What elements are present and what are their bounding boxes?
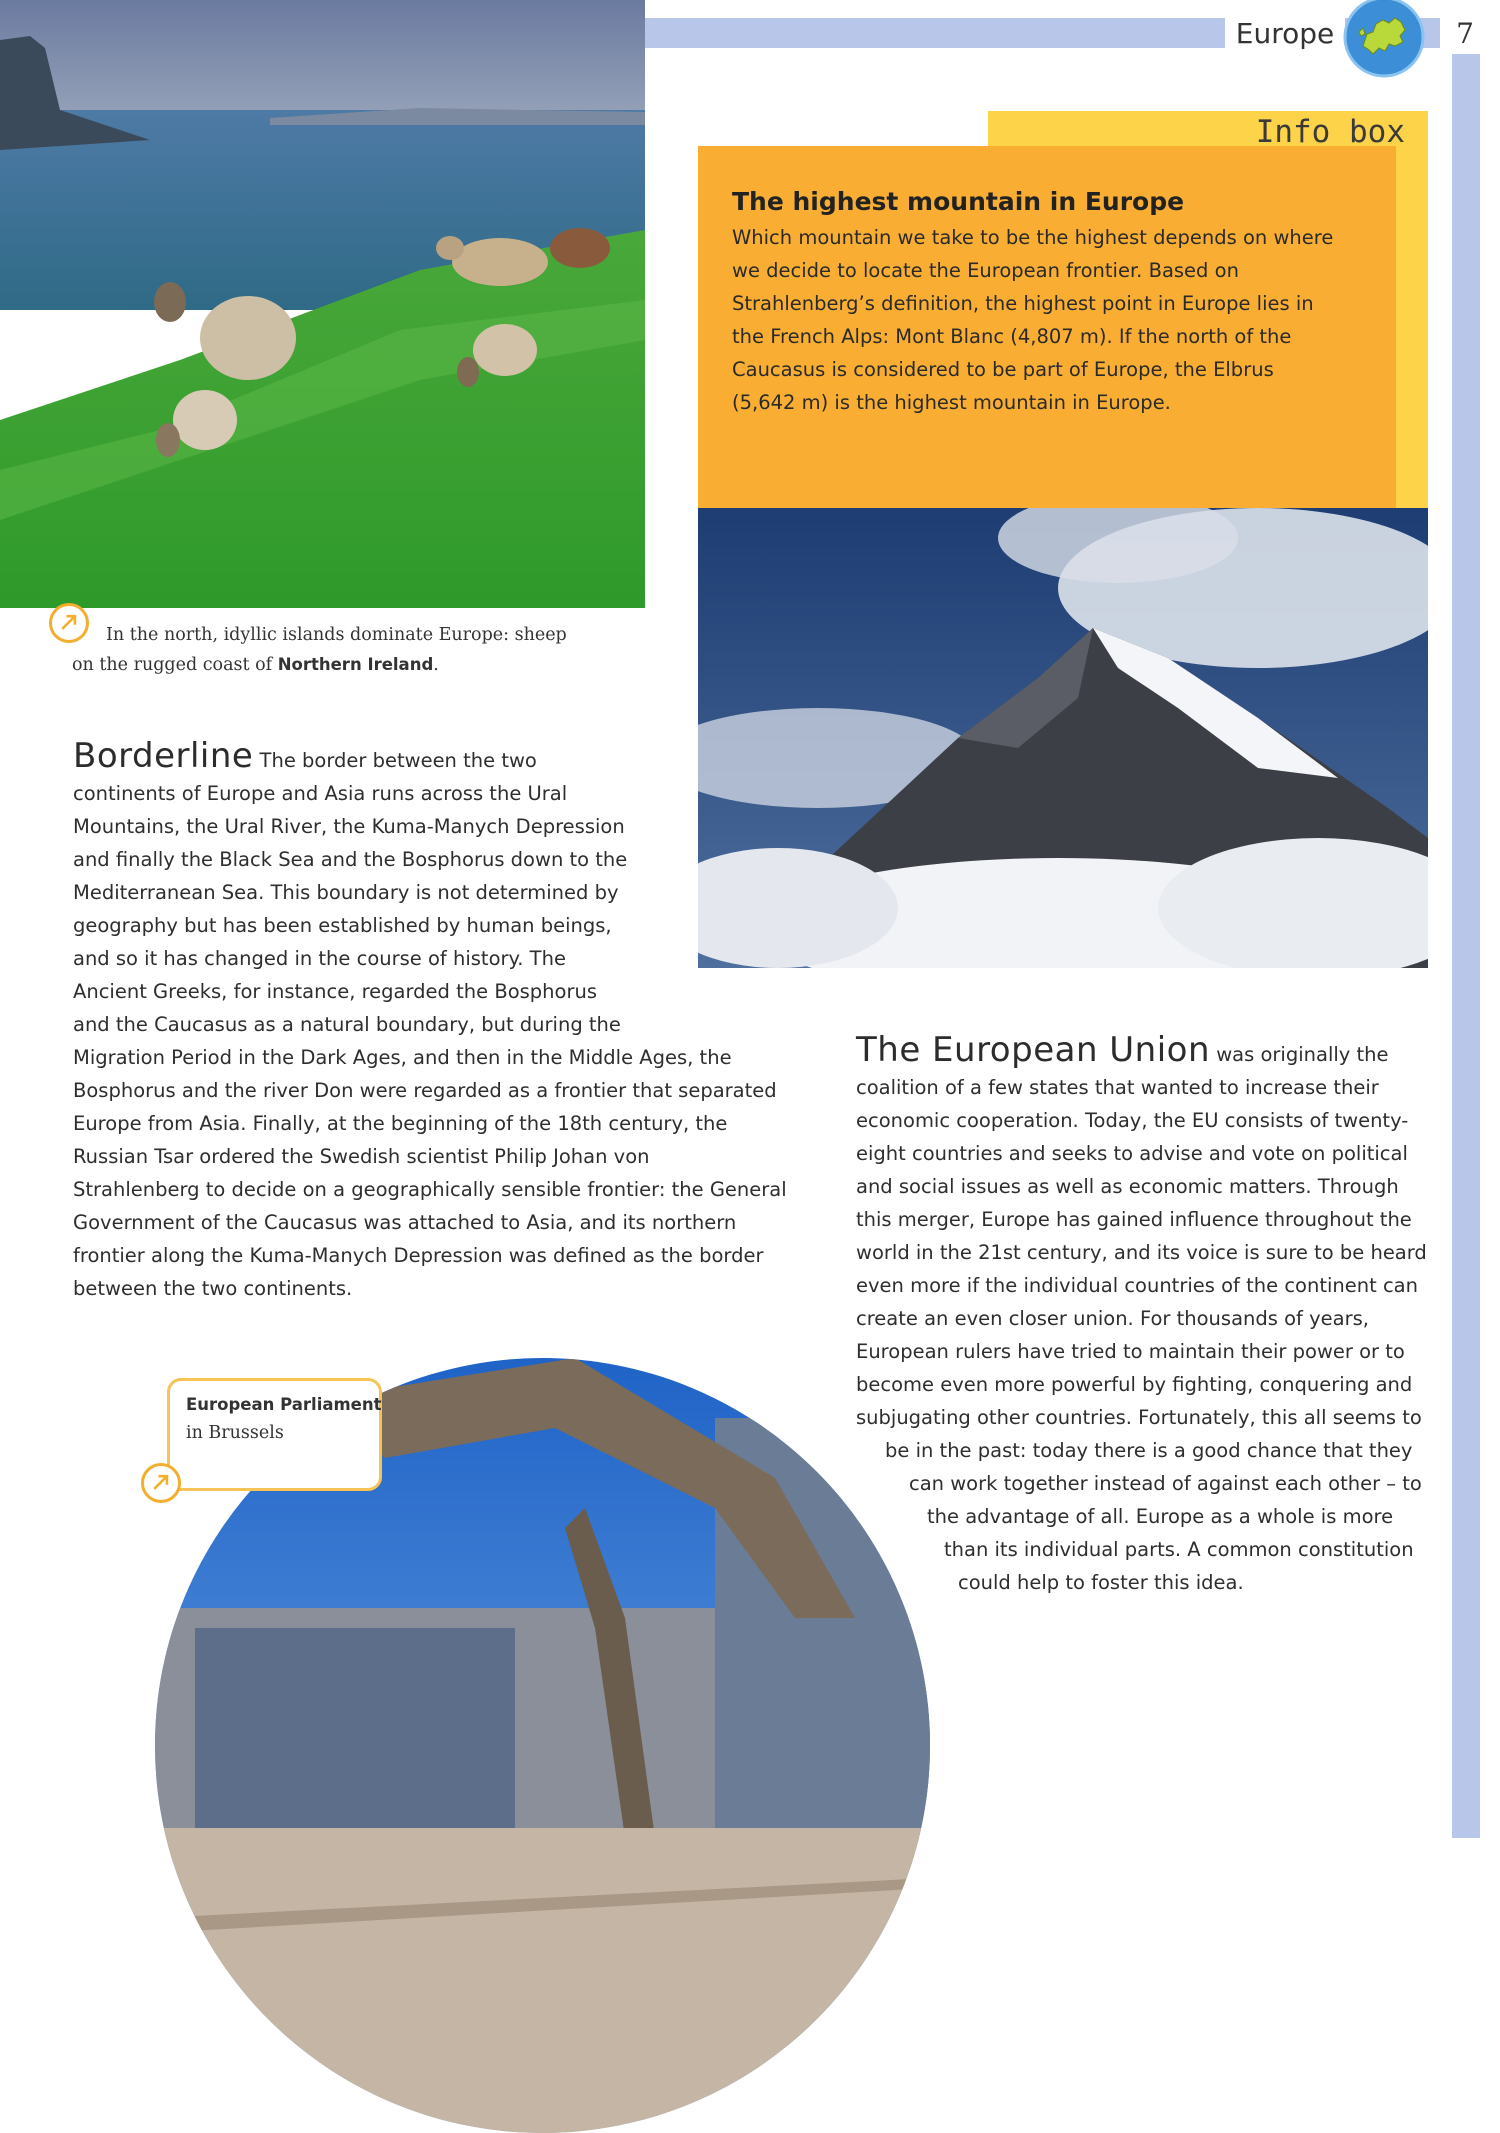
page-edge-bar [1452,18,1480,1838]
eu-section [856,1030,1456,1599]
caption-sheep-line2-prefix: on the rugged coast of [72,655,273,675]
info-line: the French Alps: Mont Blanc (4,807 m). If the north of the [732,325,1292,348]
borderline-line: Migration Period in the Dark Ages, and then in the Middle Ages, the [73,1046,732,1069]
eu-line: than its individual parts. A common constitution [944,1538,1414,1561]
eu-line: can work together instead of against each other – to [909,1472,1422,1495]
info-line: Strahlenberg’s definition, the highest point in Europe lies in [732,292,1314,315]
info-box-body [732,221,1382,419]
info-line: Caucasus is considered to be part of Europe, the Elbrus [732,358,1274,381]
eu-line: and social issues as well as economic matters. Through [856,1175,1399,1198]
info-box-tag: Info box [1255,114,1405,150]
eu-line: create an even closer union. For thousands of years, [856,1307,1369,1330]
caption-sheep [72,621,642,680]
borderline-line: Government of the Caucasus was attached to Asia, and its northern [73,1211,737,1234]
section-title: Europe [1225,14,1345,54]
caption-sheep-line1: In the north, idyllic islands dominate Europe: sheep [106,625,567,645]
info-line: Which mountain we take to be the highest depends on where [732,226,1334,249]
borderline-line: and so it has changed in the course of history. The [73,947,566,970]
borderline-line: Europe from Asia. Finally, at the beginning of the 18th century, the [73,1112,728,1135]
borderline-line: Mediterranean Sea. This boundary is not determined by [73,881,619,904]
borderline-line: and finally the Black Sea and the Bosphorus down to the [73,848,628,871]
caption-parliament-title: European Parliament [186,1395,382,1414]
borderline-line: Bosphorus and the river Don were regarded as a frontier that separated [73,1079,777,1102]
borderline-line: geography but has been established by human beings, [73,914,612,937]
eu-line: economic cooperation. Today, the EU consists of twenty- [856,1109,1409,1132]
borderline-line: Strahlenberg to decide on a geographically sensible frontier: the General [73,1178,787,1201]
eu-line: European rulers have tried to maintain their power or to [856,1340,1405,1363]
eu-first-line: was originally the [1210,1043,1389,1066]
caption-sheep-location: Northern Ireland [277,655,434,674]
borderline-line: continents of Europe and Asia runs across the Ural [73,782,568,805]
caption-sheep-line2-suffix: . [433,655,439,675]
arrow-icon [141,1463,181,1503]
info-box-title: The highest mountain in Europe [732,187,1185,216]
eu-line: eight countries and seeks to advise and vote on political [856,1142,1408,1165]
page-number: 7 [1440,14,1490,54]
eu-line: the advantage of all. Europe as a whole is more [927,1505,1394,1528]
borderline-first-line: The border between the two [253,749,537,772]
borderline-section [73,736,813,1305]
borderline-line: Russian Tsar ordered the Swedish scientist Philip Johan von [73,1145,650,1168]
borderline-line: Mountains, the Ural River, the Kuma-Manych Depression [73,815,625,838]
eu-heading: The European Union [856,1030,1211,1070]
info-line: (5,642 m) is the highest mountain in Europe. [732,391,1171,414]
eu-line: become even more powerful by fighting, conquering and [856,1373,1413,1396]
eu-line: this merger, Europe has gained influence throughout the [856,1208,1412,1231]
europe-map-icon [1343,0,1425,78]
eu-line: subjugating other countries. Fortunately, this all seems to [856,1406,1422,1429]
eu-line: coalition of a few states that wanted to increase their [856,1076,1379,1099]
photo-sheep-coast [0,0,645,608]
borderline-line: frontier along the Kuma-Manych Depression was defined as the border [73,1244,764,1267]
borderline-heading: Borderline [73,736,254,776]
eu-line: be in the past: today there is a good chance that they [885,1439,1413,1462]
info-line: we decide to locate the European frontier. Based on [732,259,1239,282]
eu-line: could help to foster this idea. [958,1571,1244,1594]
borderline-line: between the two continents. [73,1277,353,1300]
caption-parliament-location: in Brussels [186,1423,284,1443]
borderline-line: and the Caucasus as a natural boundary, but during the [73,1013,621,1036]
eu-line: world in the 21st century, and its voice is sure to be heard [856,1241,1427,1264]
eu-line: even more if the individual countries of the continent can [856,1274,1418,1297]
borderline-line: Ancient Greeks, for instance, regarded the Bosphorus [73,980,598,1003]
